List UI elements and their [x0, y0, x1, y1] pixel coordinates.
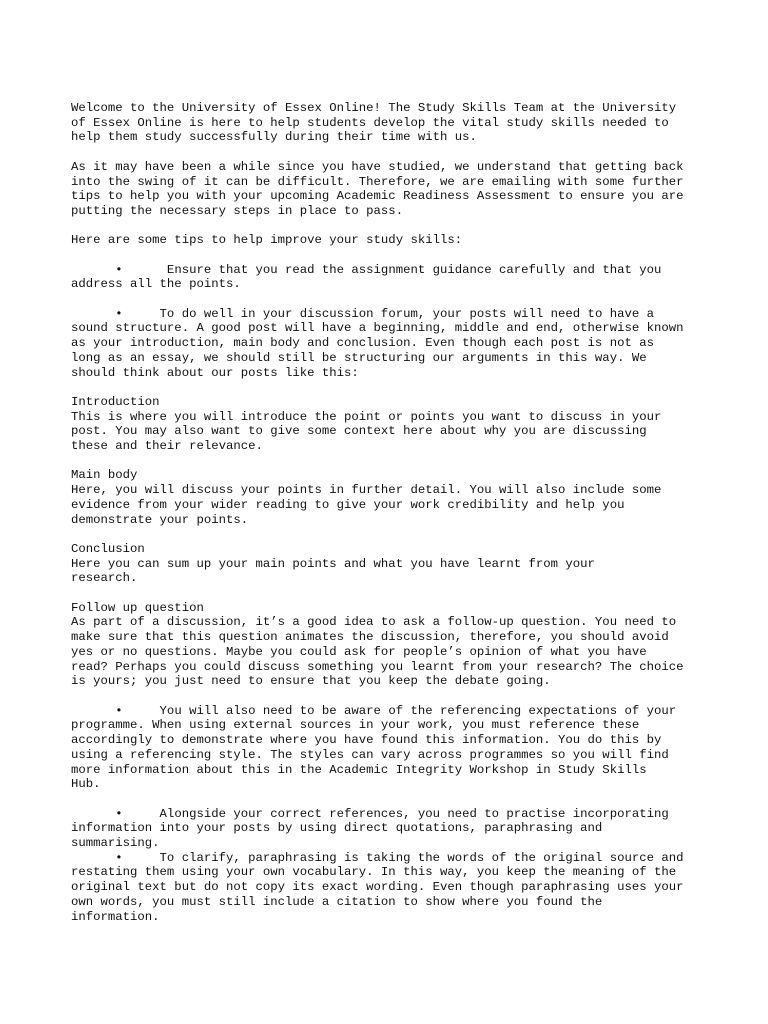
context-paragraph: As it may have been a while since you have studied, we understand that getting back into the swing of it can be difficult. Therefore, we are emailing with some further tips to help you with your upcoming Academic Readiness Assessment to ensure you are putting the necessary steps in place to pass. [71, 159, 684, 218]
bullet-discussion-forum: • To do well in your discussion forum, your posts will need to have a sound structure. A good post will have a beginning, middle and end, otherwise known as your introduction, main body and conclusion. Even though each post is not as long as an essay, we should still be structuring our arguments in this way. We should think about our posts like this: [71, 306, 684, 380]
bullet-incorporating-information: • Alongside your correct references, you need to practise incorporating information into your posts by using direct quotations, paraphrasing and summarising. [71, 806, 669, 850]
tips-lead-paragraph: Here are some tips to help improve your study skills: [71, 233, 463, 248]
paragraph-spacer [71, 454, 711, 469]
paragraph-spacer [71, 292, 711, 307]
paragraph-spacer [71, 248, 711, 263]
bullet-referencing: • You will also need to be aware of the referencing expectations of your programme. When using external sources in your work, you must reference these accordingly to demonstrate where you have found this information. You do this by using a referencing style. The styles can vary across programmes so you will find more information about this in the Academic Integrity Workshop in Study Skills Hub. [71, 703, 677, 792]
bullet-paraphrasing: • To clarify, paraphrasing is taking the words of the original source and restating them using your own vocabulary. In this way, you keep the meaning of the original text but do not copy its exact wording. Even though paraphrasing uses your own words, you must still include a citation to show where you found the information. [71, 850, 684, 924]
paragraph-spacer [71, 792, 711, 807]
section-introduction: Introduction This is where you will introduce the point or points you want to discuss in your post. You may also want to give some context here about why you are discussing these and their relevance. [71, 394, 662, 454]
paragraph-spacer [71, 689, 711, 704]
paragraph-spacer [71, 380, 711, 395]
paragraph-spacer [71, 145, 711, 160]
section-conclusion: Conclusion Here you can sum up your main points and what you have learnt from your research. [71, 541, 595, 586]
bullet-read-guidance: • Ensure that you read the assignment guidance carefully and that you address all the points. [71, 262, 662, 292]
paragraph-spacer [71, 527, 711, 542]
paragraph-spacer [71, 219, 711, 234]
intro-paragraph: Welcome to the University of Essex Online! The Study Skills Team at the University of Essex Online is here to help students develop the vital study skills needed to help them study successfully during their time with us. [71, 101, 677, 145]
section-follow-up-question: Follow up question As part of a discussion, it’s a good idea to ask a follow-up question. You need to make sure that this question animates the discussion, therefore, you should avoid yes or no questions. Maybe you could ask for people’s opinion of what you have read? Perhaps you could discuss something you learnt from your research? The choice is yours; you just need to ensure that you keep the debate going. [71, 600, 684, 689]
section-main-body: Main body Here, you will discuss your points in further detail. You will also include some evidence from your wider reading to give your work credibility and help you demonstrate your points. [71, 468, 662, 527]
document-body [71, 101, 711, 924]
paragraph-spacer [71, 586, 711, 601]
